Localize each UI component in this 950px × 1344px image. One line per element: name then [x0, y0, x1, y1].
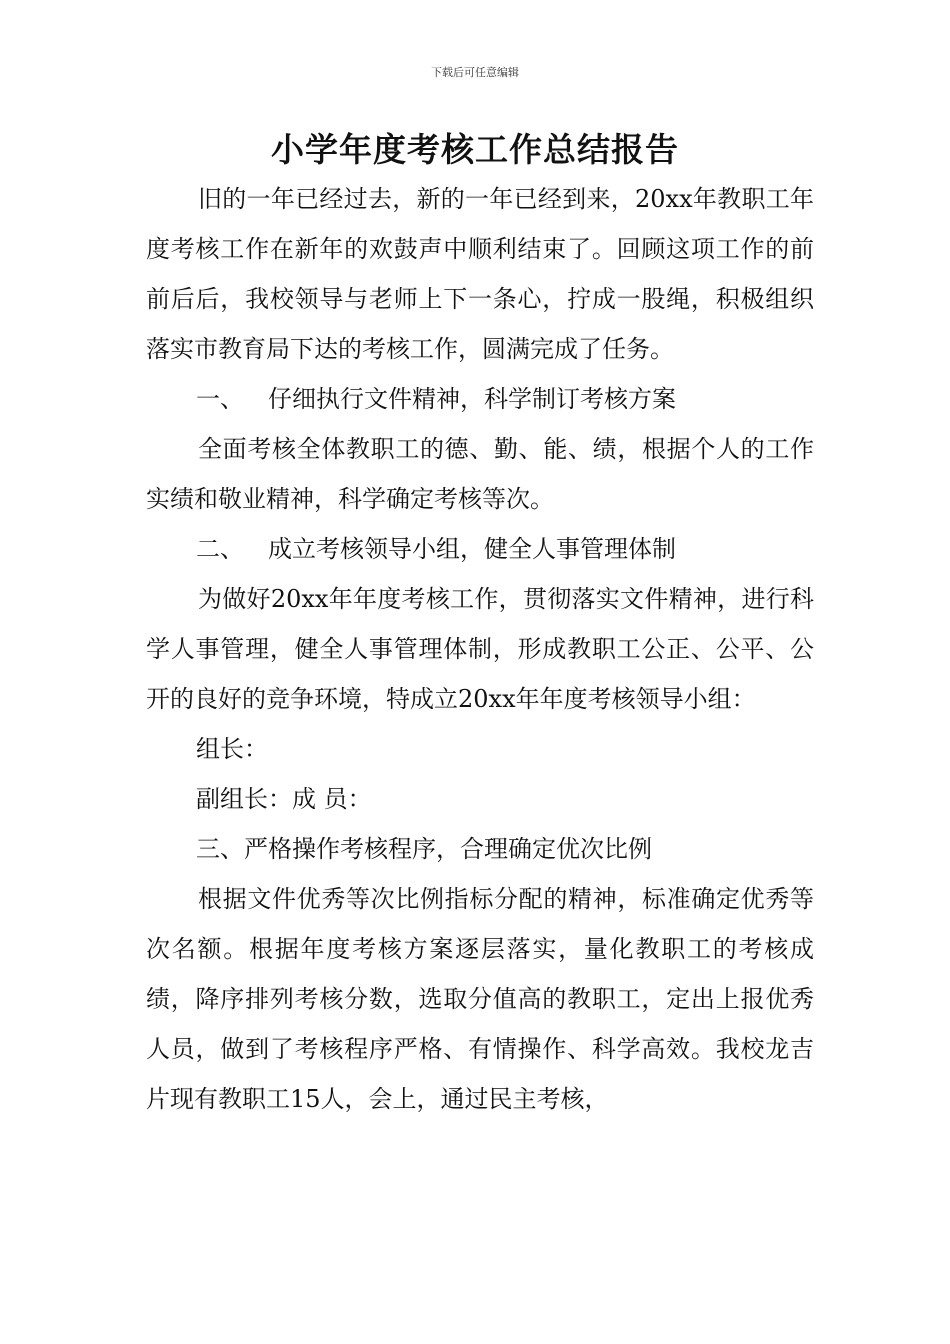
- section-number-1: 一、: [196, 385, 244, 413]
- section-title-3: 严格操作考核程序，合理确定优次比例: [244, 835, 652, 863]
- section-heading-3: [146, 824, 814, 874]
- header-note: 下载后可任意编辑: [431, 66, 519, 79]
- group-leader-line: 组长：: [196, 735, 268, 763]
- section-title-1: 仔细执行文件精神，科学制订考核方案: [268, 385, 676, 413]
- document-title: 小学年度考核工作总结报告: [271, 130, 679, 169]
- intro-paragraph: 旧的一年已经过去，新的一年已经到来，20xx年教职工年度考核工作在新年的欢鼓声中顺利结束了。回顾这项工作的前前后后，我校领导与老师上下一条心，拧成一股绳，积极组织落实市教育局下达的考核工作，圆满完成了任务。: [146, 185, 814, 363]
- section-title-2: 成立考核领导小组，健全人事管理体制: [268, 535, 676, 563]
- section-number-2: 二、: [196, 535, 244, 563]
- deputy-members-line: 副组长：成 员：: [196, 785, 372, 813]
- section-2-paragraph: 为做好20xx年年度考核工作，贯彻落实文件精神，进行科学人事管理，健全人事管理体制，形成教职工公正、公平、公开的良好的竞争环境，特成立20xx年年度考核领导小组：: [146, 585, 814, 713]
- section-1-paragraph: 全面考核全体教职工的德、勤、能、绩，根据个人的工作实绩和敬业精神，科学确定考核等次。: [146, 435, 814, 513]
- section-3-paragraph: 根据文件优秀等次比例指标分配的精神，标准确定优秀等次名额。根据年度考核方案逐层落实，量化教职工的考核成绩，降序排列考核分数，选取分值高的教职工，定出上报优秀人员，做到了考核程序严格、有情操作、科学高效。我校龙吉片现有教职工15人，会上，通过民主考核，: [146, 885, 814, 1113]
- section-heading-1: [146, 374, 814, 424]
- section-heading-2: [146, 524, 814, 574]
- document-body: [146, 174, 814, 1124]
- section-number-3: 三、: [196, 835, 244, 863]
